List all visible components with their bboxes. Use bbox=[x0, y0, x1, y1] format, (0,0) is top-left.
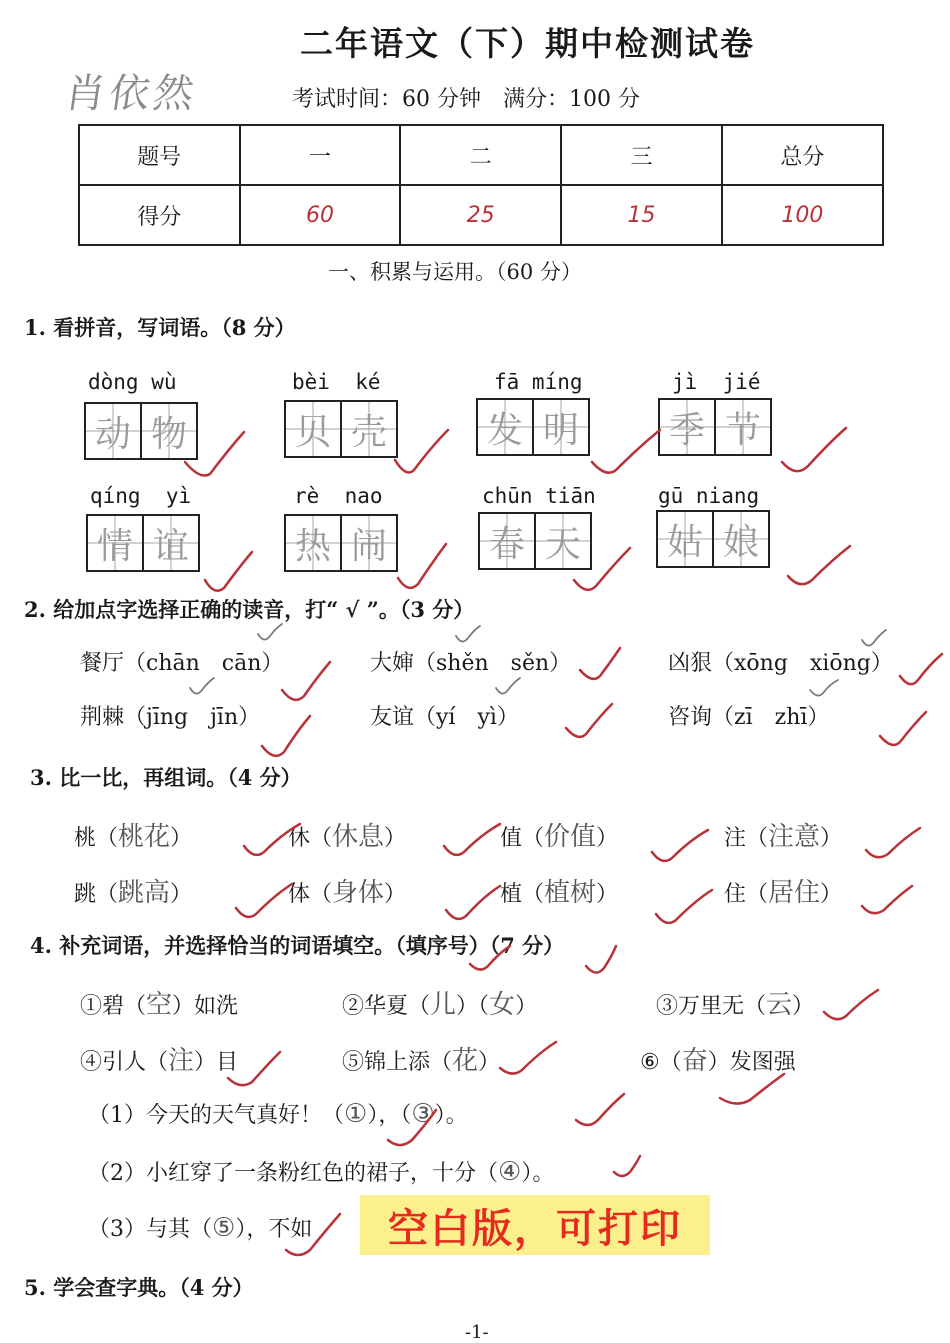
student-name-handwritten: 肖依然 bbox=[62, 71, 201, 117]
base-char: 植 bbox=[500, 882, 523, 907]
idiom-item bbox=[342, 1040, 500, 1077]
char-cell: 发 bbox=[478, 400, 532, 454]
char-cell: 姑 bbox=[658, 512, 712, 566]
check-mark-icon bbox=[656, 890, 712, 923]
word-group-item: 体（身体） bbox=[288, 878, 407, 908]
check-mark-icon bbox=[282, 662, 330, 700]
word-group-item: 休（休息） bbox=[288, 822, 407, 852]
pinyin: rè nao bbox=[294, 484, 383, 508]
handwritten-answer: 女 bbox=[489, 990, 516, 1020]
score-table-score-row bbox=[79, 185, 883, 245]
char-cell: 贝 bbox=[286, 402, 340, 456]
pronunciation-item: 凶狠（xōng xiōng） bbox=[668, 651, 893, 676]
char-grid bbox=[658, 398, 772, 456]
check-mark-icon bbox=[862, 886, 912, 913]
char-cell: 娘 bbox=[712, 512, 768, 566]
char-grid bbox=[84, 402, 198, 460]
base-char: 住 bbox=[724, 882, 747, 907]
pencil-check-icon bbox=[862, 630, 886, 646]
question-4-title: 4. 补充词语，并选择恰当的词语填空。（填序号）（7 分） bbox=[30, 933, 565, 958]
check-mark-icon bbox=[576, 1094, 624, 1125]
sentence-text: （2）小红穿了一条粉红色的裙子，十分（ bbox=[88, 1161, 498, 1186]
score-cell: 100 bbox=[722, 185, 883, 245]
score-cell: 25 bbox=[400, 185, 561, 245]
base-char: 注 bbox=[724, 826, 747, 851]
check-mark-icon bbox=[236, 884, 292, 917]
word-group-item: 住（居住） bbox=[724, 878, 843, 908]
check-mark-icon bbox=[500, 1042, 556, 1074]
row-label: 得分 bbox=[79, 185, 240, 245]
char-cell: 闹 bbox=[340, 516, 396, 570]
question-3-title: 3. 比一比，再组词。（4 分） bbox=[30, 765, 302, 790]
handwritten-answer: 价值 bbox=[544, 822, 597, 852]
question-2-title: 2. 给加点字选择正确的读音，打“ √ ”。（3 分） bbox=[24, 597, 475, 622]
idiom-item: ②华夏（儿）（女） bbox=[342, 990, 538, 1020]
idiom-text: ）（ bbox=[456, 994, 490, 1019]
handwritten-answer: 云 bbox=[766, 990, 793, 1020]
check-mark-icon bbox=[446, 886, 500, 919]
check-mark-icon bbox=[880, 712, 926, 745]
word-group-item: 植（植树） bbox=[500, 878, 619, 908]
idiom-text: ③万里无（ bbox=[656, 994, 767, 1019]
pinyin: chūn tiān bbox=[482, 484, 596, 508]
idiom-text: ） bbox=[478, 1050, 501, 1075]
check-mark-icon bbox=[900, 654, 942, 684]
char-cell: 节 bbox=[714, 400, 770, 454]
sentence-text: （3）与其（ bbox=[88, 1217, 212, 1242]
char-cell: 动 bbox=[86, 404, 140, 458]
watermark-badge: 空白版，可打印 bbox=[360, 1195, 710, 1255]
idiom-item bbox=[80, 984, 238, 1021]
handwritten-answer: 居住 bbox=[768, 878, 821, 908]
header-cell: 题号 bbox=[79, 125, 240, 185]
idiom-text: ）发图强 bbox=[707, 1050, 796, 1075]
handwritten-answer: ① bbox=[344, 1099, 368, 1129]
check-mark-icon bbox=[566, 704, 612, 737]
handwritten-answer: 身体 bbox=[332, 878, 385, 908]
check-mark-icon bbox=[395, 430, 448, 472]
pinyin: qíng yì bbox=[90, 484, 192, 508]
idiom-item bbox=[80, 1040, 238, 1077]
base-char: 桃 bbox=[74, 826, 97, 851]
char-cell: 热 bbox=[286, 516, 340, 570]
handwritten-answer: 休息 bbox=[332, 822, 385, 852]
header-cell: 三 bbox=[561, 125, 722, 185]
handwritten-answer: 注意 bbox=[768, 822, 821, 852]
score-cell: 15 bbox=[561, 185, 722, 245]
handwritten-answer: 花 bbox=[452, 1046, 479, 1076]
handwritten-answer: ③ bbox=[411, 1099, 435, 1129]
idiom-text: ）目 bbox=[194, 1050, 239, 1075]
char-cell: 明 bbox=[532, 400, 588, 454]
check-mark-icon bbox=[614, 1156, 640, 1176]
sentence-text: （1）今天的天气真好！（ bbox=[88, 1103, 344, 1128]
idiom-text: ①碧（ bbox=[80, 994, 147, 1019]
check-mark-icon bbox=[262, 716, 310, 756]
handwritten-answer: 跳高 bbox=[118, 878, 171, 908]
pencil-check-icon bbox=[496, 678, 520, 694]
pronunciation-item: 咨询（zī zhī） bbox=[668, 705, 830, 730]
char-grid bbox=[478, 512, 592, 570]
pencil-check-icon bbox=[456, 626, 480, 642]
score-table-header-row bbox=[79, 125, 883, 185]
check-mark-icon bbox=[720, 1074, 784, 1104]
pronunciation-item: 餐厅（chān cān） bbox=[80, 651, 284, 676]
handwritten-answer: 桃花 bbox=[118, 822, 171, 852]
sentence-text: ）。 bbox=[434, 1103, 468, 1128]
pencil-check-icon bbox=[258, 624, 282, 640]
handwritten-answer: 奋 bbox=[681, 1046, 708, 1076]
handwritten-answer: ④ bbox=[498, 1157, 522, 1187]
sentence-2 bbox=[88, 1156, 554, 1187]
check-mark-icon bbox=[824, 990, 878, 1019]
char-grid bbox=[476, 398, 590, 456]
pinyin: gū niang bbox=[658, 484, 760, 508]
word-group-item: 注（注意） bbox=[724, 822, 843, 852]
section-heading: 一、积累与运用。（60 分） bbox=[328, 260, 582, 284]
sentence-text: ），（ bbox=[367, 1103, 412, 1128]
base-char: 跳 bbox=[74, 882, 97, 907]
idiom-text: ⑤锦上添（ bbox=[342, 1050, 453, 1075]
char-cell: 情 bbox=[88, 516, 142, 570]
char-cell: 春 bbox=[480, 514, 534, 568]
check-mark-icon bbox=[782, 428, 846, 471]
exam-info: 考试时间：60 分钟 满分：100 分 bbox=[292, 87, 640, 112]
check-mark-icon bbox=[398, 544, 446, 588]
word-group-item: 值（价值） bbox=[500, 822, 619, 852]
pinyin: dòng wù bbox=[88, 370, 177, 394]
base-char: 休 bbox=[288, 826, 311, 851]
check-mark-icon bbox=[586, 946, 616, 973]
check-mark-icon bbox=[205, 552, 252, 591]
pinyin: jì jié bbox=[672, 370, 761, 394]
word-group-item: 桃（桃花） bbox=[74, 822, 193, 852]
char-cell: 季 bbox=[660, 400, 714, 454]
sentence-text: ），不如 bbox=[235, 1217, 313, 1242]
check-mark-icon bbox=[652, 830, 708, 861]
handwritten-answer: 空 bbox=[146, 990, 173, 1020]
idiom-text: ④引人（ bbox=[80, 1050, 169, 1075]
page-title: 二年语文（下）期中检测试卷 bbox=[300, 24, 755, 63]
base-char: 值 bbox=[500, 826, 523, 851]
header-cell: 总分 bbox=[722, 125, 883, 185]
handwritten-answer: 儿 bbox=[430, 990, 457, 1020]
pronunciation-item: 大婶（shěn sěn） bbox=[370, 651, 572, 676]
check-mark-icon bbox=[580, 648, 620, 679]
pinyin: fā míng bbox=[494, 370, 583, 394]
idiom-item bbox=[640, 1040, 796, 1077]
char-cell: 物 bbox=[140, 404, 196, 458]
check-mark-icon bbox=[788, 546, 850, 584]
char-grid bbox=[284, 400, 398, 458]
char-grid bbox=[86, 514, 200, 572]
page-number: -1- bbox=[465, 1322, 489, 1343]
pencil-check-icon bbox=[810, 680, 838, 696]
pinyin: bèi ké bbox=[292, 370, 381, 394]
idiom-text: ） bbox=[792, 994, 815, 1019]
sentence-1 bbox=[88, 1098, 468, 1129]
handwritten-answer: 注 bbox=[168, 1046, 195, 1076]
pronunciation-item: 友谊（yí yì） bbox=[370, 705, 519, 730]
question-5-title: 5. 学会查字典。（4 分） bbox=[24, 1275, 254, 1300]
sentence-3 bbox=[88, 1212, 312, 1243]
handwritten-answer: ⑤ bbox=[212, 1213, 236, 1243]
char-grid bbox=[656, 510, 770, 568]
check-mark-icon bbox=[866, 828, 920, 857]
score-table bbox=[78, 124, 884, 246]
handwritten-answer: 植树 bbox=[544, 878, 597, 908]
idiom-text: ）如洗 bbox=[172, 994, 239, 1019]
word-group-item: 跳（跳高） bbox=[74, 878, 193, 908]
check-mark-icon bbox=[592, 430, 660, 473]
char-cell: 壳 bbox=[340, 402, 396, 456]
base-char: 体 bbox=[288, 882, 311, 907]
idiom-text: ⑥（ bbox=[640, 1050, 682, 1075]
pronunciation-item: 荆棘（jīng jīn） bbox=[80, 705, 261, 730]
check-mark-icon bbox=[444, 824, 500, 855]
header-cell: 一 bbox=[240, 125, 401, 185]
idiom-text: ②华夏（ bbox=[342, 994, 431, 1019]
char-grid bbox=[284, 514, 398, 572]
score-cell: 60 bbox=[240, 185, 401, 245]
pencil-check-icon bbox=[190, 678, 214, 694]
header-cell: 二 bbox=[400, 125, 561, 185]
sentence-text: ）。 bbox=[521, 1161, 555, 1186]
question-1-title: 1. 看拼音，写词语。（8 分） bbox=[24, 315, 296, 340]
idiom-item bbox=[656, 984, 814, 1021]
char-cell: 谊 bbox=[142, 516, 198, 570]
char-cell: 天 bbox=[534, 514, 590, 568]
